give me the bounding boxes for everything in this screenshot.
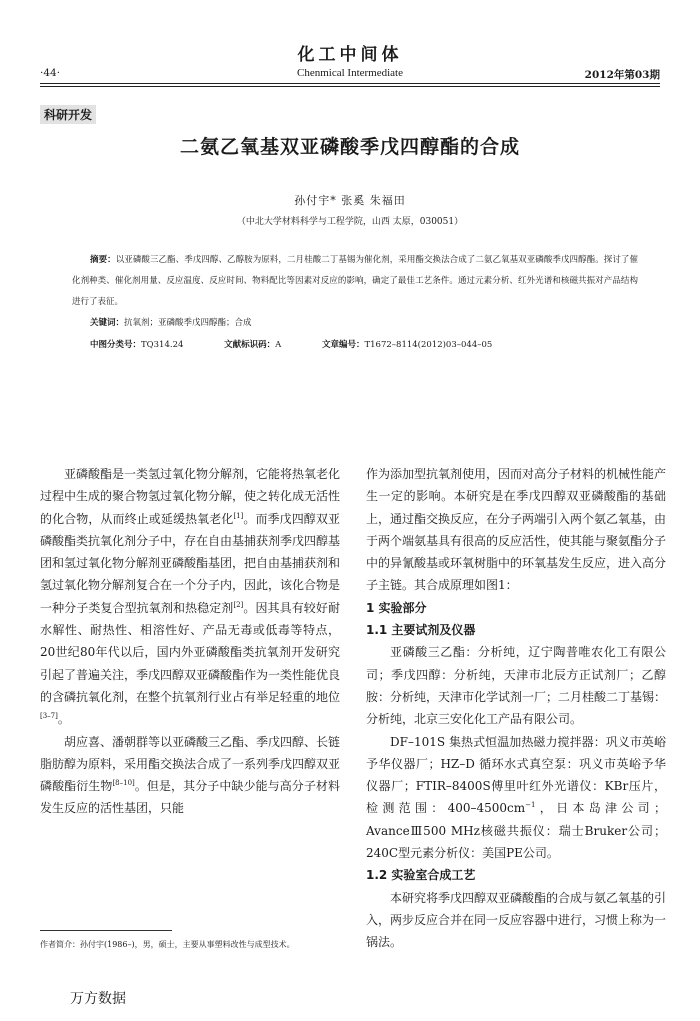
journal-english-name: Chenmical Intermediate xyxy=(297,67,403,79)
doc-code-value: A xyxy=(275,340,282,350)
paragraph: DF–101S 集热式恒温加热磁力搅拌器：巩义市英峪予华仪器厂；HZ–D 循环水式真空泵：巩义市英峪予华仪器厂；FTIR–8400S傅里叶红外光谱仪：KBr压片，检测范围：$400-4500cm^{-1}$，日本岛津公司；AvanceⅢ500 MHz核磁共振仪：瑞士Bruker公司；240C型元素分析仪：美国PE公司。 xyxy=(366,734,666,861)
citation: [2] xyxy=(233,600,244,609)
watermark: 万方数据 xyxy=(70,991,126,1007)
abstract xyxy=(72,250,638,313)
classification-codes xyxy=(90,338,610,350)
article-no-value: T1672–8114(2012)03–044–05 xyxy=(364,340,493,350)
keywords xyxy=(90,316,252,328)
journal-title: 化工中间体 xyxy=(297,45,403,65)
doc-code-label: 文献标识码： xyxy=(224,340,276,350)
keywords-text: 抗氧剂；亚磷酸季戊四醇酯；合成 xyxy=(124,318,252,328)
header-rule xyxy=(40,83,660,84)
article-affiliation: （中北大学材料科学与工程学院，山西 太原，030051） xyxy=(236,217,464,227)
subsection-heading: 1.2 实验室合成工艺 xyxy=(366,868,476,883)
paragraph: 作为添加型抗氧剂使用，因而对高分子材料的机械性能产生一定的影响。本研究是在季戊四醇双亚磷酸酯的基础上，通过酯交换反应，在分子两端引入两个氨乙氧基，由于两个端氨基具有很高的反应活性，使其能与聚氨酯分子中的异氰酸基或环氧树脂中的环氧基发生反应，进入高分子主链。其合成原理如图1： xyxy=(366,467,667,593)
page-number: ·44· xyxy=(40,67,61,79)
article-authors: 孙付宇* 张奚 朱福田 xyxy=(294,194,406,207)
issue-label: 2012年第03期 xyxy=(584,69,660,81)
section-tag: 科研开发 xyxy=(40,105,96,124)
abstract-text: 以亚磷酸三乙酯、季戊四醇、乙醇胺为原料，二月桂酸二丁基锡为催化剂，采用酯交换法合成了二氨乙氧基双亚磷酸季戊四醇酯。探讨了催化剂种类、催化剂用量、反应温度、反应时间、物料配比等因素对反应的影响，确定了最佳工艺条件。通过元素分析、红外光谱和核磁共振对产品结构进行了表征。 xyxy=(72,255,638,307)
paragraph: 本研究将季戊四醇双亚磷酸酯的合成与氨乙氧基的引入，两步反应合并在同一反应容器中进行，习惯上称为一锅法。 xyxy=(366,890,667,950)
keywords-label: 关键词： xyxy=(90,318,125,328)
citation: [3–7] xyxy=(40,712,58,721)
header-rule-thin xyxy=(40,86,660,87)
paragraph: 亚磷酸三乙酯：分析纯，辽宁陶普唯农化工有限公司；季戊四醇：分析纯，天津市北辰方正试剂厂；乙醇胺：分析纯，天津市化学试剂一厂；二月桂酸二丁基锡：分析纯，北京三安化化工产品有限公司。 xyxy=(366,645,667,727)
superscript: −1 xyxy=(525,801,536,810)
abstract-label: 摘要： xyxy=(90,255,116,265)
article-title: 二氨乙氧基双亚磷酸季戊四醇酯的合成 xyxy=(179,136,520,158)
citation: [1] xyxy=(233,511,244,520)
right-column xyxy=(366,463,666,954)
author-footnote: 作者简介：孙付宇(1986–)，男，硕士，主要从事塑料改性与成型技术。 xyxy=(40,940,295,949)
clc-label: 中图分类号： xyxy=(90,340,142,350)
paragraph: 亚磷酸酯是一类氢过氧化物分解剂，它能将热氧老化过程中生成的聚合物氢过氧化物分解，使之转化成无活性的化合物，从而终止或延缓热氧老化[1]。而季戊四醇双亚磷酸酯类抗氧化剂分子中，存在自由基捕获剂季戊四醇基团和氢过氧化物分解剂亚磷酸酯基团，把自由基捕获剂和氢过氧化物分解剂复合在一个分子内，因此，该化合物是一种分子类复合型抗氧剂和热稳定剂[2]。因其具有较好耐水解性、耐热性、相溶性好、产品无毒或低毒等特点，20世纪80年代以后，国内外亚磷酸酯类抗氧剂开发研究引起了普遍关注，季戊四醇双亚磷酸酯作为一类性能优良的含磷抗氧化剂，在整个抗氧剂行业占有举足轻重的地位[3–7]。 xyxy=(40,467,341,727)
section-heading: 1 实验部分 xyxy=(366,600,427,615)
paragraph: 胡应喜、潘朝群等以亚磷酸三乙酯、季戊四醇、长链脂肪醇为原料，采用酯交换法合成了一系列季戊四醇双亚磷酸酯衍生物[8–10]。但是，其分子中缺少能与高分子材料发生反应的活性基团，只能 xyxy=(40,734,341,816)
citation: [8–10] xyxy=(112,779,135,788)
clc-value: TQ314.24 xyxy=(141,340,184,350)
article-no-label: 文章编号： xyxy=(321,340,365,350)
left-column xyxy=(40,463,340,820)
subsection-heading: 1.1 主要试剂及仪器 xyxy=(366,623,476,638)
footnote-rule xyxy=(40,930,172,931)
